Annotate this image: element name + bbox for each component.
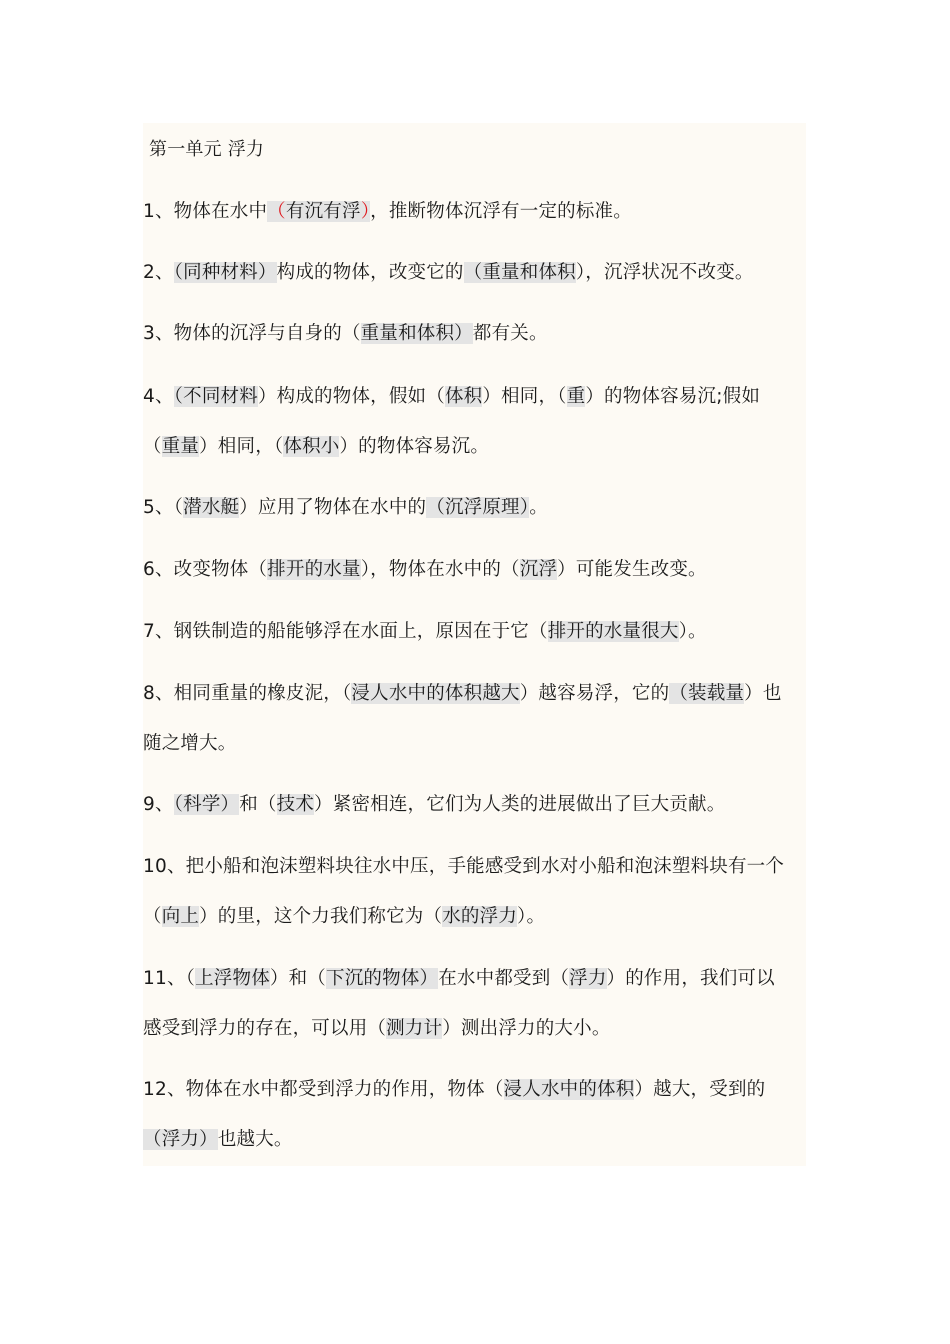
question-text: （ (143, 906, 162, 927)
question-text: 11、（ (143, 968, 196, 989)
question-text: ）构成的物体，假如（ (257, 386, 445, 407)
question-text: ）。 (517, 906, 546, 927)
question-text: ）相同，（ (199, 436, 284, 457)
question-line (143, 199, 632, 225)
answer-highlight: 排开的水量 (267, 559, 361, 580)
question-text: 。 (529, 497, 548, 518)
answer-highlight: 上浮物体 (195, 968, 270, 989)
question-line (143, 1127, 293, 1153)
question-text: ）的里，这个力我们称它为（ (199, 906, 443, 927)
question-text: ）紧密相连，它们为人类的进展做出了巨大贡献。 (314, 794, 726, 815)
answer-highlight: 体积 (444, 386, 483, 407)
question-text: ）越容易浮，它的 (519, 683, 670, 704)
answer-highlight: 重 (566, 386, 586, 407)
question-line (143, 966, 775, 992)
answer-highlight: 有沉有浮 (285, 201, 361, 222)
question-text: ）。 (678, 621, 707, 642)
answer-highlight: 浮力 (569, 968, 607, 989)
answer-highlight: （装载量 (669, 683, 745, 704)
question-line (143, 384, 760, 410)
answer-highlight: 水的浮力 (442, 906, 518, 927)
question-text: 构成的物体，改变它的 (276, 262, 464, 283)
answer-highlight: （同种材料） (173, 262, 277, 283)
question-line (143, 731, 237, 757)
question-text: 10、把小船和泡沫塑料块往水中压，手能感受到水对小船和泡沫塑料块有一个 (143, 856, 785, 877)
question-text: 12、物体在水中都受到浮力的作用，物体（ (143, 1079, 504, 1100)
question-text: ）也 (744, 683, 782, 704)
question-line (143, 1016, 611, 1042)
question-text: 9、 (143, 794, 174, 815)
answer-highlight: 沉浮 (519, 559, 558, 580)
question-text: 3、物体的沉浮与自身的（ (143, 323, 361, 344)
question-text: 6、改变物体（ (143, 559, 268, 580)
question-text: ）和（ (269, 968, 327, 989)
question-text: 也越大。 (217, 1129, 293, 1150)
question-text: 2、 (143, 262, 174, 283)
question-text: ）的作用，我们可以 (606, 968, 775, 989)
question-text: 5、（ (143, 497, 184, 518)
question-line (143, 260, 754, 286)
page-title: 第一单元 浮力 (149, 139, 265, 160)
answer-highlight: 测力计 (386, 1018, 443, 1039)
answer-highlight: （科学） (173, 794, 240, 815)
question-text: 都有关。 (472, 323, 548, 344)
answer-highlight: 潜水艇 (183, 497, 240, 518)
answer-highlight: 向上 (161, 906, 200, 927)
question-line (143, 854, 784, 880)
question-line (143, 321, 548, 347)
question-text: 1、物体在水中 (143, 201, 268, 222)
question-text: ）的物体容易沉。 (339, 436, 490, 457)
question-text: 在水中都受到（ (438, 968, 570, 989)
question-text: ）越大，受到的 (634, 1079, 766, 1100)
question-text: 8、相同重量的橡皮泥，（ (143, 683, 352, 704)
answer-highlight: （重量和体积 (463, 262, 576, 283)
question-text: ，推断物体沉浮有一定的标准。 (370, 201, 632, 222)
question-text: ），沉浮状况不改变。 (575, 262, 754, 283)
answer-highlight: 体积小 (283, 436, 340, 457)
question-line (143, 557, 707, 583)
question-text: ）应用了物体在水中的 (239, 497, 427, 518)
question-line (143, 1077, 765, 1103)
question-line (143, 792, 725, 818)
answer-highlight: （沉浮原理） (426, 497, 530, 518)
question-text: ）测出浮力的大小。 (442, 1018, 611, 1039)
question-text: （ (143, 436, 162, 457)
answer-highlight: 重量和体积） (360, 323, 473, 344)
question-text: ）可能发生改变。 (557, 559, 707, 580)
question-line (143, 495, 548, 521)
answer-highlight: （浮力） (143, 1129, 218, 1150)
question-text: 随之增大。 (143, 733, 237, 754)
answer-highlight: （ (267, 201, 286, 222)
question-line (143, 619, 707, 645)
question-line (143, 434, 489, 460)
answer-highlight: 浸人水中的体积 (503, 1079, 635, 1100)
question-text: 4、 (143, 386, 174, 407)
answer-highlight: 排开的水量很大 (547, 621, 679, 642)
answer-highlight: ） (360, 201, 371, 222)
question-text: ）的物体容易沉;假如 (585, 386, 761, 407)
answer-highlight: 下沉的物体） (326, 968, 439, 989)
question-text: 感受到浮力的存在，可以用（ (143, 1018, 387, 1039)
question-line (143, 904, 545, 930)
question-line (143, 681, 782, 707)
question-text: ），物体在水中的（ (360, 559, 520, 580)
answer-highlight: （不同材料 (173, 386, 258, 407)
answer-highlight: 浸人水中的体积越大 (351, 683, 520, 704)
answer-highlight: 技术 (276, 794, 315, 815)
question-text: ）相同，（ (482, 386, 567, 407)
answer-highlight: 重量 (161, 436, 200, 457)
question-text: 7、钢铁制造的船能够浮在水面上，原因在于它（ (143, 621, 548, 642)
question-text: 和（ (239, 794, 277, 815)
